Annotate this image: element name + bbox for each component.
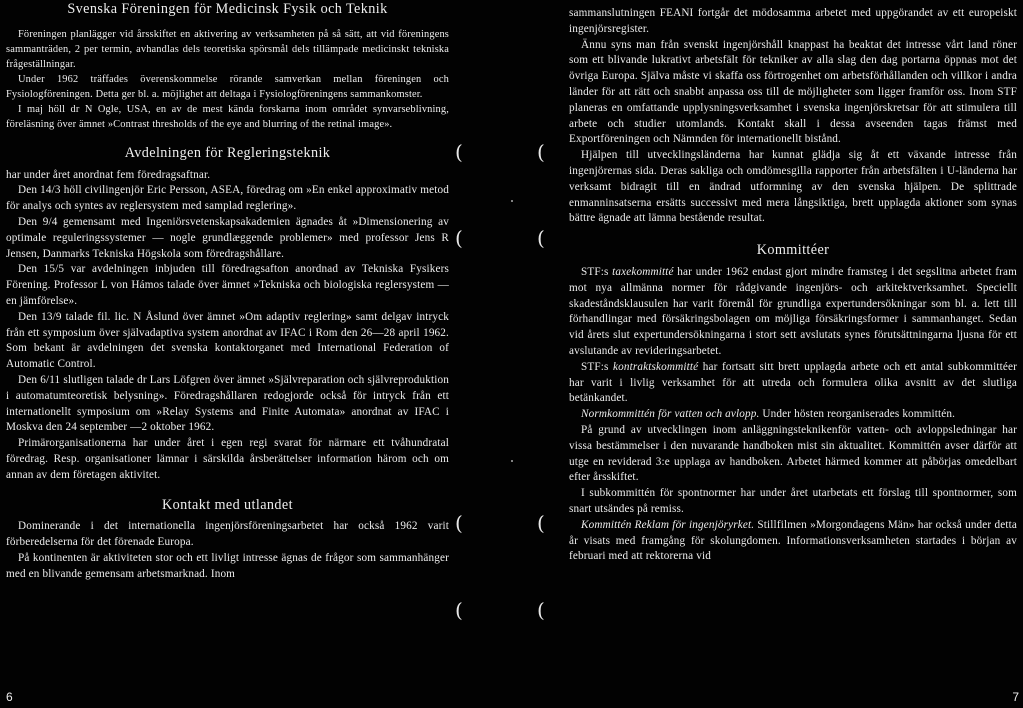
margin-mark: ( (455, 511, 463, 535)
page-number-left: 6 (6, 690, 13, 704)
paragraph-reklam-kommitte: Kommittén Reklam för ingenjöryrket. Stillfilmen »Morgondagens Män» har också under detta år visats med framgång för skolungdomen. Informationsverksamheten startades i början av februari med att rektorerna vid (569, 518, 1017, 563)
paragraph: har under året anordnat fem föredragsaftnar. (6, 168, 211, 181)
right-page (511, 0, 1023, 708)
page-number-right: 7 (1012, 690, 1019, 704)
paragraph-taxekommitte: STF:s taxekommitté har under 1962 endast gjort mindre framsteg i det segslitna arbetet fram mot nya allmänna normer för rådgivande ingenjörs- och arkitektverksamhet. Speciellt skadeståndsklausulen har varit föremål för grundliga expertundersökningar som bl. a. lett till förhandlingar med försäkringsbolagen om möjliga försäkringsformer i sammanhanget. Sedan vid årets slut expertundersökningarna i stort sett avslutats synes förutsättningarna ljusna för ett avslutande av revideringsarbetet. (569, 265, 1017, 357)
paragraph: På kontinenten är aktiviteten stor och ett livligt intresse ägnas de frågor som sammanhänger med en blivande gemensam arbetsmarknad. Inom (6, 551, 449, 580)
scan-speck (511, 460, 513, 462)
margin-mark: ( (455, 140, 463, 164)
paragraph: Den 6/11 slutligen talade dr Lars Löfgren över ämnet »Självreparation och självreproduktion i automatumteoretisk belysning». Föredragshållaren redogjorde också för intryck från ett internationellt symposium om »Relay Systems and Finite Automata» anordnat av IFAC i Moskva den 24 september —2 oktober 1962. (6, 373, 449, 434)
paragraph: Ännu syns man från svenskt ingenjörshåll knappast ha beaktat det intresse vårt land röner som ett blivande lukrativt arbetsfält för tekniker av alla slag den dag portarna öppnas mot det övriga Europa. Själva måste vi skaffa oss förtrogenhet om arbetsförhållanden och villkor i andra länder för att rätt och snabbt anpassa oss till de möjligheter som ligger framför oss. Inom STF planeras en omfattande upplysningsverksamhet i svenska ingenjörskretsar för att stimulera till arbete och studier utomlands. Kontakt skall i dessa avseenden tagas främst med Exportföreningen och Nämnden för internationellt bistånd. (569, 38, 1017, 146)
section-heading-kontakt-utlandet: Kontakt med utlandet (162, 496, 293, 513)
margin-mark: ( (455, 598, 463, 622)
margin-mark: ( (537, 598, 545, 622)
paragraph: I maj höll dr N Ogle, USA, en av de mest kända forskarna inom området synvarseblivning, föreläsning över ämnet »Contrast thresholds of the eye and blurring of the retinal image». (6, 103, 449, 130)
paragraph: I subkommittén för spontnormer har under året utarbetats ett förslag till spontnormer, som snart utsändes på remiss. (569, 487, 1017, 515)
margin-mark: ( (537, 226, 545, 250)
paragraph: Under 1962 träffades överenskommelse rörande samverkan mellan föreningen och Fysiologföreningen. Detta ger bl. a. möjlighet att deltaga i Fysiologföreningens sammankomster. (6, 73, 449, 100)
paragraph: På grund av utvecklingen inom anläggningsteknikenför vatten- och avloppsledningar har vissa bestämmelser i den nuvarande handboken mist sin aktualitet. Kommittén avser därför att utge en reviderad 3:e upplaga av handboken. Arbetet härmed kommer att påbörjas omedelbart efter årsskiftet. (569, 423, 1017, 484)
right-column (569, 6, 1017, 565)
paragraph: Primärorganisationerna har under året i egen regi svarat för närmare ett tvåhundratal föredrag. Resp. organisationer lämnar i särskilda årsberättelser information härom och om annan av dem företagen aktivitet. (6, 437, 449, 481)
section-heading-medicinsk-fysik: Svenska Föreningen för Medicinsk Fysik och Teknik (67, 1, 388, 17)
paragraph-normkommitten: Normkommittén för vatten och avlopp. Under hösten reorganiserades kommittén. (581, 408, 956, 421)
scan-speck (511, 200, 513, 202)
section-heading-kommitteer: Kommittéer (756, 242, 830, 259)
paragraph: Den 15/5 var avdelningen inbjuden till föredragsafton anordnad av Tekniska Fysikers Förening. Professor L von Hámos talade över ämnet »Tekniska och biologiska reglersystem — en jämförelse». (6, 263, 449, 307)
paragraph: Den 9/4 gemensamt med Ingeniörsvetenskapsakademien ägnades åt »Dimensionering av optimale reguleringssystemer — nogle grundlæggende problemer» med professor Jens R Jensen, Danmarks Tekniska Högskola som föredragshållare. (6, 215, 449, 260)
paragraph: Hjälpen till utvecklingsländerna har kunnat glädja sig åt ett växande intresse från ingenjörernas sida. Deras sakliga och omdömesgilla rapporter från arbetsfälten i U-länderna har verksamt bidragit till en ändrad utformning av den svenska hjälpen. De splittrade enmanninsatserna ersätts successivt med mera långsiktiga, brett upplagda aktioner som synas bättre ägnade att lämna bestående resultat. (569, 149, 1017, 225)
margin-mark: ( (537, 140, 545, 164)
paragraph: Den 13/9 talade fil. lic. N Åslund över ämnet »Om adaptiv reglering» samt delgav intryck från ett symposium över självadaptiva system anordnat av IFAC i Rom den 26—28 april 1962. Som bekant är avdelningen det svenska kontaktorganet med International Federation of Automatic Control. (6, 310, 449, 371)
paragraph: sammanslutningen FEANI fortgår det mödosamma arbetet med uppgörandet av ett europeiskt ingenjörsregister. (569, 7, 1017, 35)
paragraph: Den 14/3 höll civilingenjör Eric Persson, ASEA, föredrag om »En enkel approximativ metod för analys och syntes av reglersystem med samplad reglering». (6, 184, 449, 213)
margin-mark: ( (455, 226, 463, 250)
left-page (0, 0, 511, 708)
paragraph-kontraktskommitte: STF:s kontraktskommitté har fortsatt sitt brett upplagda arbete och ett antal subkommittéer har varit i livlig verksamhet för att utreda och formulera olika avsnitt av det slutliga betänkandet. (569, 360, 1017, 405)
section-heading-regleringsteknik: Avdelningen för Regleringsteknik (124, 144, 331, 161)
left-column (6, 0, 449, 583)
margin-mark: ( (537, 511, 545, 535)
paragraph: Dominerande i det internationella ingenjörsföreningsarbetet har också 1962 varit förberedelserna för det förenade Europa. (6, 520, 449, 549)
paragraph: Föreningen planlägger vid årsskiftet en aktivering av verksamheten på så sätt, att vid föreningens sammanträden, 2 per termin, avhandlas dels teoretiska spörsmål dels tillämpade medicinskt tekniska frågeställningar. (6, 28, 449, 70)
